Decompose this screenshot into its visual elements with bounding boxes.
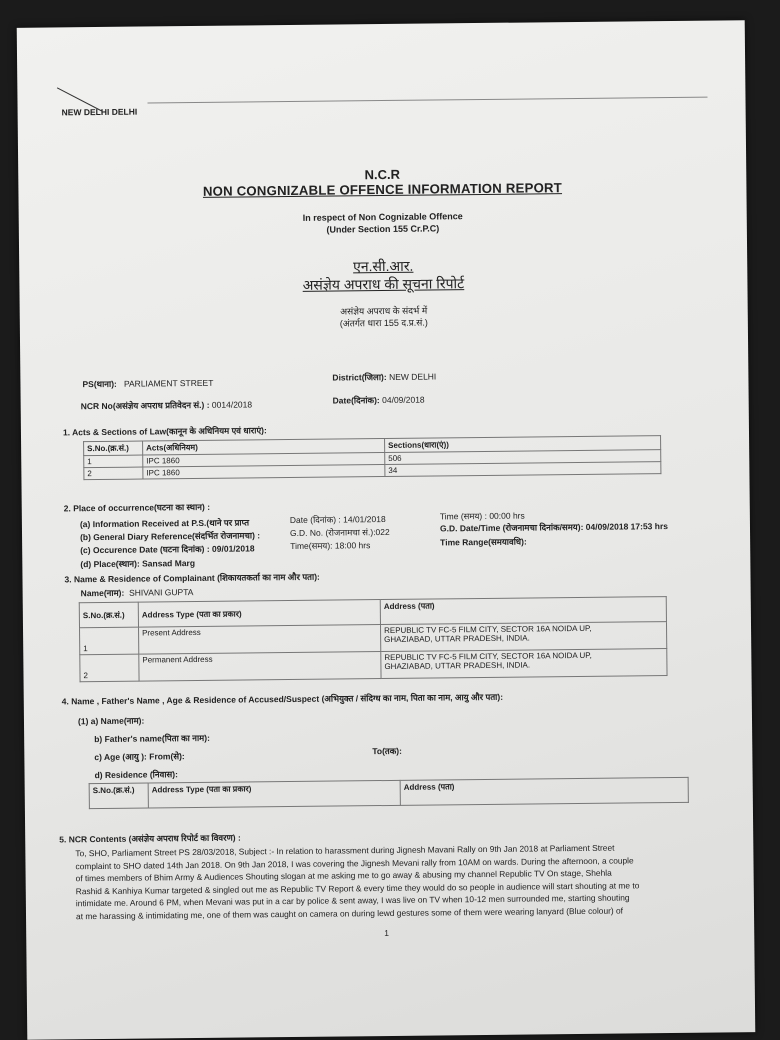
col-address-type: Address Type (पता का प्रकार) bbox=[138, 600, 380, 628]
header-location: NEW DELHI DELHI bbox=[61, 106, 138, 118]
ncr-label: NCR No(असंज्ञेय अपराध प्रतिवेदन सं.) : bbox=[80, 399, 210, 412]
hindi-sub1: असंज्ञेय अपराध के संदर्भ में bbox=[340, 305, 428, 317]
col-address: Address (पता) bbox=[380, 597, 666, 625]
contents-line: at me harassing & intimidating me, one of them was caught on camera on during lewd gestures some of them were wearing lanyard (Blue colour) of bbox=[75, 905, 624, 922]
accused-father: b) Father's name(पिता का नाम): bbox=[94, 732, 210, 745]
accused-age: c) Age (आयु ): From(से): bbox=[94, 751, 185, 763]
acts-section: 34 bbox=[385, 462, 661, 477]
address-sno: 1 bbox=[80, 627, 139, 655]
contents-body bbox=[75, 840, 726, 922]
contents-line: of times members of Bhim Army & Audiences Shouting slogan at me asking me to go away & abusing my channel Republic TV On stage, Shehla bbox=[75, 867, 612, 884]
col-address: Address (पता) bbox=[400, 777, 688, 805]
complainant-heading: 3. Name & Residence of Complainant (शिकायतकर्ता का नाम और पता): bbox=[64, 571, 320, 585]
address-type: Permanent Address bbox=[139, 652, 381, 682]
address-sno: 2 bbox=[80, 654, 139, 682]
accused-header-row bbox=[89, 777, 688, 808]
acts-act: IPC 1860 bbox=[143, 465, 385, 480]
contents-line: Rashid & Kanhiya Kumar targeted & singled out me as Republic TV Report & every time they would do so people in audience will start shouting at me to bbox=[75, 880, 640, 897]
col-acts: Acts(अधिनियम) bbox=[143, 439, 385, 456]
hindi-sub2: (अंतर्गत धारा 155 द.प्र.सं.) bbox=[339, 317, 428, 329]
contents-line: intimidate me. Around 6 PM, when Mevani was put in a car by police & sent away, I was live on TV when 10-12 men surrounded me, starting shouting bbox=[75, 892, 630, 909]
occurrence-a-time: Time (समय) : 00:00 hrs bbox=[439, 510, 525, 522]
date-label: Date(दिनांक): bbox=[332, 395, 380, 406]
occurrence-d: (d) Place(स्थान): Sansad Marg bbox=[80, 558, 196, 570]
accused-age-to: To(तक): bbox=[372, 745, 402, 757]
col-address-type: Address Type (पता का प्रकार) bbox=[148, 780, 400, 808]
title-sub2: (Under Section 155 Cr.P.C) bbox=[326, 223, 440, 235]
address-line-1: REPUBLIC TV FC-5 FILM CITY, SECTOR 16A NOIDA UP, bbox=[384, 650, 592, 663]
acts-sno: 1 bbox=[84, 455, 143, 468]
ps-value: PARLIAMENT STREET bbox=[123, 377, 214, 389]
occurrence-a-date: Date (दिनांक) : 14/01/2018 bbox=[289, 514, 386, 526]
contents-line: complaint to SHO dated 14th Jan 2018. On 9th Jan 2018, I was covering the Jignesh Mevani rally from 10AM on wards. During the afternoon, a couple bbox=[75, 855, 634, 871]
occurrence-c: (c) Occurence Date (घटना दिनांक) : 09/01/2018 bbox=[80, 543, 255, 556]
complainant-name-label: Name(नाम): bbox=[80, 587, 125, 599]
table-row bbox=[80, 649, 667, 682]
acts-heading: 1. Acts & Sections of Law(कानून के अधिनियम एवं धाराएं): bbox=[62, 425, 267, 438]
document-page bbox=[17, 20, 756, 1040]
occurrence-time-range: Time Range(समयावधि): bbox=[440, 536, 527, 548]
page-number: 1 bbox=[384, 927, 390, 939]
occurrence-a: (a) Information Received at P.S.(थाने पर प्राप्त bbox=[79, 517, 250, 530]
address-type: Present Address bbox=[139, 625, 381, 655]
date-field bbox=[333, 395, 425, 407]
address-value bbox=[380, 622, 666, 652]
complainant-address-table bbox=[79, 596, 668, 682]
district-value: NEW DELHI bbox=[388, 371, 437, 382]
gd-number: G.D. No. (रोजनामचा सं.):022 bbox=[289, 526, 390, 539]
acts-table bbox=[83, 435, 661, 480]
col-sno: S.No.(क्र.सं.) bbox=[89, 783, 148, 809]
acts-act: IPC 1860 bbox=[143, 453, 385, 468]
accused-heading: 4. Name , Father's Name , Age & Residence of Accused/Suspect (अभियुक्त / संदिग्ध का नाम, पिता का नाम, आयु और पता): bbox=[61, 691, 504, 707]
title-abbr: N.C.R bbox=[364, 166, 401, 183]
occurrence-c-time: Time(समय): 18:00 hrs bbox=[290, 540, 371, 552]
gd-datetime: G.D. Date/Time (रोजनामचा दिनांक/समय): 04/09/2018 17:53 hrs bbox=[439, 521, 669, 534]
district-label: District(जिला): bbox=[332, 371, 387, 383]
address-line-1: REPUBLIC TV FC-5 FILM CITY, SECTOR 16A NOIDA UP, bbox=[384, 623, 592, 636]
header-rule bbox=[148, 97, 708, 104]
contents-line: To, SHO, Parliament Street PS 28/03/2018, Subject :- In relation to harassment during Jignesh Mavani Rally on 9th Jan 2018 at Parliament Street bbox=[75, 842, 615, 859]
ps-label: PS(थाना): bbox=[82, 378, 117, 390]
occurrence-b: (b) General Diary Reference(संदर्भित रोजनामचा) : bbox=[80, 530, 261, 543]
complainant-name-field bbox=[81, 587, 194, 599]
accused-residence: d) Residence (निवास): bbox=[94, 769, 178, 781]
district-field bbox=[332, 371, 436, 383]
acts-sno: 2 bbox=[84, 467, 143, 480]
accused-address-table bbox=[89, 777, 689, 809]
complainant-name: SHIVANI GUPTA bbox=[128, 587, 194, 598]
title-sub1: In respect of Non Cognizable Offence bbox=[302, 211, 463, 223]
hindi-title: असंज्ञेय अपराध की सूचना रिपोर्ट bbox=[302, 275, 465, 293]
col-sno: S.No.(क्र.सं.) bbox=[79, 602, 138, 628]
ncr-value: 0014/2018 bbox=[211, 399, 253, 410]
address-line-2: GHAZIABAD, UTTAR PRADESH, INDIA. bbox=[384, 633, 530, 645]
page-title: NON CONGNIZABLE OFFENCE INFORMATION REPORT bbox=[202, 180, 563, 199]
address-value bbox=[381, 649, 667, 679]
occurrence-heading: 2. Place of occurrence(घटना का स्थान) : bbox=[63, 501, 211, 514]
col-sections: Sections(धारा(एं)) bbox=[385, 436, 661, 453]
ncr-no-field bbox=[81, 399, 253, 412]
hindi-title-abbr: एन.सी.आर. bbox=[352, 257, 414, 275]
date-value: 04/09/2018 bbox=[382, 394, 425, 406]
accused-name: (1) a) Name(नाम): bbox=[77, 715, 145, 727]
col-sno: S.No.(क्र.सं.) bbox=[84, 441, 143, 456]
address-line-2: GHAZIABAD, UTTAR PRADESH, INDIA. bbox=[384, 660, 531, 672]
contents-heading: 5. NCR Contents (असंज्ञेय अपराध रिपोर्ट का विवरण) : bbox=[59, 832, 241, 845]
acts-section: 506 bbox=[385, 450, 661, 465]
ps-field bbox=[82, 378, 213, 390]
